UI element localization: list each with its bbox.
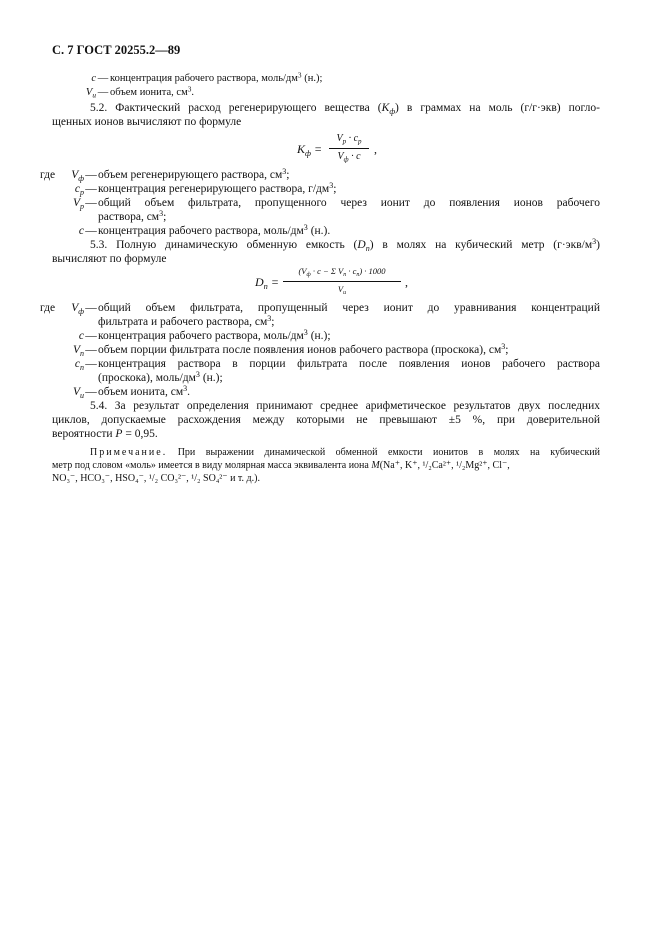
gde-label-2: где: [40, 302, 56, 314]
def-vf3: $V_ф$ — общий объем фильтрата, пропущенный через ионит до уравнивания концентраций: [71, 302, 600, 316]
def-vf: $V_ф$ — объем регенерирующего раствора, $см^3$;: [71, 166, 290, 183]
def-vp: $V_п$ — объем порции фильтрата после появления ионов рабочего раствора (проскока), $см^3$;: [72, 341, 509, 358]
def-cp-cont: (проскока), моль/$дм^3$ (н.);: [98, 369, 223, 384]
def-c-2: c — концентрация рабочего раствора, моль/$дм^3$ (н.).: [78, 222, 331, 237]
formula-kf: $K_ф$ = $V_р \cdot c_р$ $V_ф \cdot c$ ,: [297, 133, 377, 164]
section-5-4-line1: 5.4. За результат определения принимают среднее арифметическое результатов двух последних: [90, 400, 600, 412]
note-line2: метр под словом «моль» имеется в виду молярная масса эквивалента иона M(Na⁺, K⁺, ¹/₂Ca²⁺, ¹/₂Mg²⁺, Cl⁻,: [52, 460, 510, 471]
fraction-bar: [283, 281, 401, 282]
def-c-3: c — концентрация рабочего раствора, моль/$дм^3$ (н.);: [78, 327, 331, 342]
def-vf3-cont: фильтрата и рабочего раствора, $см^3$;: [98, 313, 275, 328]
section-5-4-line3: вероятности P = 0,95.: [52, 428, 158, 440]
def-cr: $c_р$ — концентрация регенерирующего раствора, $г/дм^3$;: [74, 180, 337, 197]
gde-label-1: где: [40, 169, 56, 181]
section-5-3-line2: вычисляют по формуле: [52, 253, 167, 265]
fraction-bar: [329, 148, 369, 149]
section-5-3-line1: 5.3. Полную динамическую обменную емкость $(D_п)$ в молях на кубический метр $(г\cdot экв/м^3)$: [90, 236, 600, 253]
section-5-2-line2: щенных ионов вычисляют по формуле: [52, 116, 242, 128]
def-cp: $c_п$ — концентрация раствора в порции фильтрата после появления ионов рабочего раствора: [74, 358, 600, 372]
section-5-2-line1: 5.2. Фактический расход регенерирующего вещества $(K_ф)$ в граммах на моль (г/г·экв) погло-: [90, 102, 600, 116]
def-vi-top: $V_и$ — объем ионита, $см^3$.: [85, 84, 195, 100]
def-vr: $V_р$ — общий объем фильтрата, пропущенного через ионит до появления ионов рабочего: [72, 197, 600, 211]
formula-dp: $D_п$ = ($V_ф \cdot c - \Sigma$ $V_п \cdot c_п) \cdot 1000$ $V_и$ ,: [255, 266, 408, 297]
section-5-4-line2: циклов, допускаемые расхождения между которыми не превышают ±5 %, при доверительной: [52, 414, 600, 426]
page-header: С. 7 ГОСТ 20255.2—89: [52, 43, 181, 57]
def-c-top: c — концентрация рабочего раствора, моль/$дм^3$ (н.);: [91, 70, 323, 84]
note-line3: NO₃⁻, HCO₃⁻, HSO₄⁻, ¹/₂ CO₃²⁻, ¹/₂ SO₄²⁻ и т. д.).: [52, 473, 260, 484]
def-vr-cont: раствора, $см^3$;: [98, 208, 167, 223]
def-vi-3: $V_и$ — объем ионита, $см^3$.: [72, 383, 191, 400]
note-line1: Примечание. При выражении динамической обменной емкости ионитов в молях на кубический: [90, 447, 600, 458]
